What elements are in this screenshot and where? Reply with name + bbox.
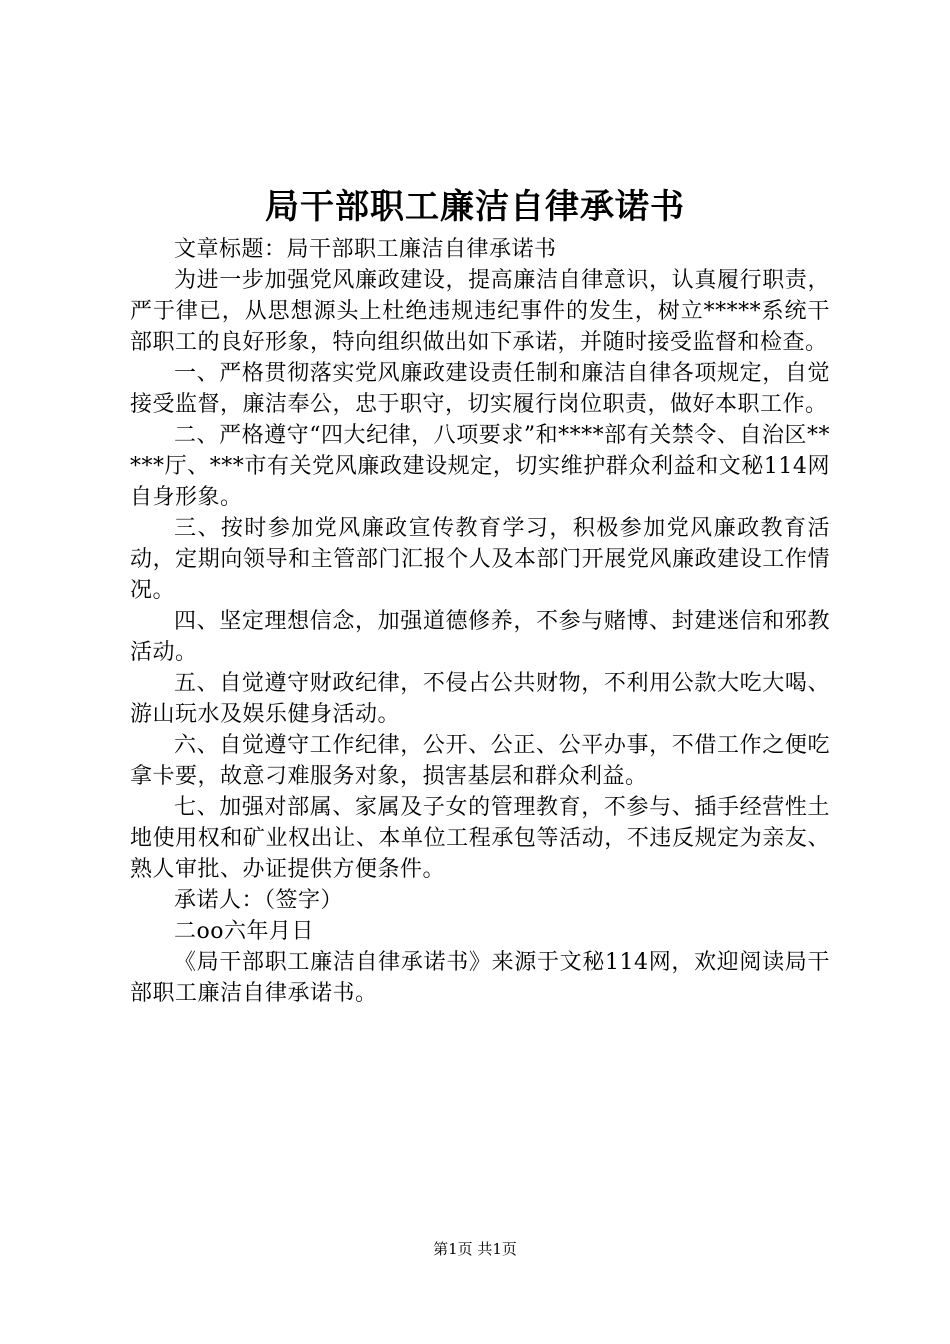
source-note: 《局干部职工廉洁自律承诺书》来源于文秘114网，欢迎阅读局干部职工廉洁自律承诺书。: [130, 950, 830, 1006]
document-body: [130, 234, 830, 1009]
intro-paragraph: 为进一步加强党风廉政建设，提高廉洁自律意识，认真履行职责，严于律已，从思想源头上杜绝违规违纪事件的发生，树立*****系统干部职工的良好形象，特向组织做出如下承诺，并随时接受监督和检查。: [130, 268, 830, 355]
commitment-item-2: 二、严格遵守“四大纪律，八项要求”和****部有关禁令、自治区*****厅、***市有关党风廉政建设规定，切实维护群众利益和文秘114网自身形象。: [130, 423, 830, 510]
signatory-line: 承诺人：（签字）: [174, 888, 344, 913]
document-title: 局干部职工廉洁自律承诺书: [265, 187, 685, 227]
commitment-item-7: 七、加强对部属、家属及子女的管理教育，不参与、插手经营性土地使用权和矿业权出让、本单位工程承包等活动，不违反规定为亲友、熟人审批、办证提供方便条件。: [130, 795, 830, 882]
commitment-item-5: 五、自觉遵守财政纪律，不侵占公共财物，不利用公款大吃大喝、游山玩水及娱乐健身活动。: [130, 671, 830, 727]
date-line: 二oo六年月日: [174, 919, 314, 944]
commitment-item-4: 四、坚定理想信念，加强道德修养，不参与赌博、封建迷信和邪教活动。: [130, 609, 830, 665]
article-title-line: 文章标题：局干部职工廉洁自律承诺书: [174, 237, 557, 262]
commitment-item-3: 三、按时参加党风廉政宣传教育学习，积极参加党风廉政教育活动，定期向领导和主管部门汇报个人及本部门开展党风廉政建设工作情况。: [130, 516, 830, 603]
commitment-item-1: 一、严格贯彻落实党风廉政建设责任制和廉洁自律各项规定，自觉接受监督，廉洁奉公，忠于职守，切实履行岗位职责，做好本职工作。: [130, 361, 830, 417]
commitment-item-6: 六、自觉遵守工作纪律，公开、公正、公平办事，不借工作之便吃拿卡要，故意刁难服务对象，损害基层和群众利益。: [130, 733, 830, 789]
page-footer: 第1页 共1页: [433, 1240, 517, 1258]
